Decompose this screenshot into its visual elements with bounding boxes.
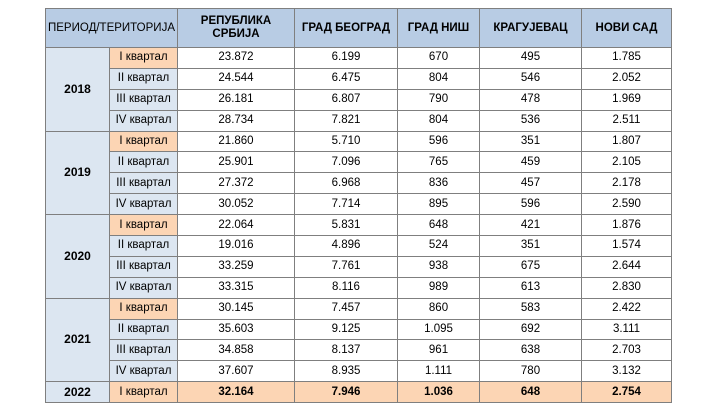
value-cell-nis: 1.095 <box>398 319 480 340</box>
quarter-cell: I квартал <box>110 382 178 403</box>
value-cell-belgrade: 7.946 <box>295 382 398 403</box>
value-cell-kragujevac: 478 <box>480 89 582 110</box>
value-cell-nis: 804 <box>398 110 480 131</box>
quarter-cell: III квартал <box>110 173 178 194</box>
value-cell-belgrade: 8.116 <box>295 277 398 298</box>
table-row <box>46 361 672 382</box>
quarter-cell: IV квартал <box>110 277 178 298</box>
value-cell-novi-sad: 2.644 <box>582 256 672 277</box>
table-row <box>46 131 672 152</box>
value-cell-serbia: 33.259 <box>178 256 295 277</box>
value-cell-kragujevac: 648 <box>480 382 582 403</box>
value-cell-nis: 790 <box>398 89 480 110</box>
value-cell-kragujevac: 675 <box>480 256 582 277</box>
value-cell-nis: 860 <box>398 298 480 319</box>
header-nis: ГРАД НИШ <box>398 9 480 48</box>
value-cell-belgrade: 9.125 <box>295 319 398 340</box>
value-cell-kragujevac: 457 <box>480 173 582 194</box>
value-cell-kragujevac: 583 <box>480 298 582 319</box>
table-row <box>46 340 672 361</box>
value-cell-novi-sad: 2.422 <box>582 298 672 319</box>
quarter-cell: IV квартал <box>110 361 178 382</box>
value-cell-belgrade: 4.896 <box>295 236 398 257</box>
value-cell-serbia: 19.016 <box>178 236 295 257</box>
value-cell-nis: 1.036 <box>398 382 480 403</box>
table-row <box>46 152 672 173</box>
value-cell-novi-sad: 2.590 <box>582 194 672 215</box>
header-period: ПЕРИОД/ТЕРИТОРИЈА <box>46 9 178 48</box>
value-cell-nis: 596 <box>398 131 480 152</box>
value-cell-belgrade: 5.831 <box>295 215 398 236</box>
table-body <box>46 48 672 403</box>
value-cell-kragujevac: 459 <box>480 152 582 173</box>
header-kragujevac: КРАГУЈЕВАЦ <box>480 9 582 48</box>
value-cell-novi-sad: 2.105 <box>582 152 672 173</box>
quarter-cell: IV квартал <box>110 110 178 131</box>
value-cell-novi-sad: 2.830 <box>582 277 672 298</box>
year-cell: 2019 <box>46 131 110 215</box>
table-row <box>46 48 672 69</box>
value-cell-serbia: 22.064 <box>178 215 295 236</box>
value-cell-novi-sad: 2.178 <box>582 173 672 194</box>
value-cell-kragujevac: 546 <box>480 68 582 89</box>
header-serbia <box>178 9 295 48</box>
value-cell-belgrade: 6.199 <box>295 48 398 69</box>
value-cell-novi-sad: 2.052 <box>582 68 672 89</box>
value-cell-nis: 648 <box>398 215 480 236</box>
quarter-cell: III квартал <box>110 89 178 110</box>
header-row <box>46 9 672 48</box>
header-novi-sad: НОВИ САД <box>582 9 672 48</box>
table-row <box>46 277 672 298</box>
value-cell-serbia: 35.603 <box>178 319 295 340</box>
value-cell-serbia: 37.607 <box>178 361 295 382</box>
value-cell-novi-sad: 3.111 <box>582 319 672 340</box>
year-cell: 2018 <box>46 48 110 132</box>
value-cell-novi-sad: 2.703 <box>582 340 672 361</box>
year-cell: 2021 <box>46 298 110 382</box>
quarter-cell: I квартал <box>110 298 178 319</box>
value-cell-serbia: 27.372 <box>178 173 295 194</box>
value-cell-belgrade: 8.137 <box>295 340 398 361</box>
value-cell-nis: 938 <box>398 256 480 277</box>
value-cell-kragujevac: 613 <box>480 277 582 298</box>
quarter-cell: III квартал <box>110 340 178 361</box>
table-row <box>46 194 672 215</box>
value-cell-nis: 961 <box>398 340 480 361</box>
value-cell-novi-sad: 2.511 <box>582 110 672 131</box>
table-row <box>46 173 672 194</box>
value-cell-belgrade: 7.096 <box>295 152 398 173</box>
value-cell-serbia: 21.860 <box>178 131 295 152</box>
table-row <box>46 68 672 89</box>
value-cell-serbia: 32.164 <box>178 382 295 403</box>
value-cell-serbia: 28.734 <box>178 110 295 131</box>
table-row <box>46 215 672 236</box>
value-cell-belgrade: 6.475 <box>295 68 398 89</box>
value-cell-nis: 836 <box>398 173 480 194</box>
value-cell-serbia: 34.858 <box>178 340 295 361</box>
quarter-cell: IV квартал <box>110 194 178 215</box>
value-cell-kragujevac: 536 <box>480 110 582 131</box>
value-cell-kragujevac: 421 <box>480 215 582 236</box>
value-cell-serbia: 25.901 <box>178 152 295 173</box>
value-cell-novi-sad: 1.785 <box>582 48 672 69</box>
value-cell-belgrade: 8.935 <box>295 361 398 382</box>
header-serbia-label: РЕПУБЛИКА СРБИЈА <box>200 15 272 40</box>
quarter-cell: II квартал <box>110 152 178 173</box>
value-cell-kragujevac: 780 <box>480 361 582 382</box>
value-cell-belgrade: 7.457 <box>295 298 398 319</box>
table-row <box>46 89 672 110</box>
value-cell-nis: 524 <box>398 236 480 257</box>
quarter-cell: I квартал <box>110 131 178 152</box>
quarter-cell: II квартал <box>110 68 178 89</box>
value-cell-novi-sad: 1.574 <box>582 236 672 257</box>
value-cell-kragujevac: 692 <box>480 319 582 340</box>
value-cell-belgrade: 6.968 <box>295 173 398 194</box>
value-cell-novi-sad: 2.754 <box>582 382 672 403</box>
value-cell-nis: 670 <box>398 48 480 69</box>
quarter-cell: II квартал <box>110 236 178 257</box>
value-cell-belgrade: 7.714 <box>295 194 398 215</box>
value-cell-novi-sad: 3.132 <box>582 361 672 382</box>
value-cell-serbia: 23.872 <box>178 48 295 69</box>
table-row <box>46 236 672 257</box>
statistics-table <box>45 8 672 403</box>
value-cell-nis: 804 <box>398 68 480 89</box>
value-cell-serbia: 24.544 <box>178 68 295 89</box>
value-cell-kragujevac: 638 <box>480 340 582 361</box>
value-cell-kragujevac: 495 <box>480 48 582 69</box>
value-cell-belgrade: 5.710 <box>295 131 398 152</box>
value-cell-serbia: 33.315 <box>178 277 295 298</box>
value-cell-nis: 765 <box>398 152 480 173</box>
quarter-cell: I квартал <box>110 215 178 236</box>
quarter-cell: I квартал <box>110 48 178 69</box>
value-cell-novi-sad: 1.876 <box>582 215 672 236</box>
table-container <box>45 8 672 403</box>
value-cell-nis: 895 <box>398 194 480 215</box>
table-row <box>46 110 672 131</box>
value-cell-kragujevac: 596 <box>480 194 582 215</box>
value-cell-kragujevac: 351 <box>480 236 582 257</box>
value-cell-nis: 989 <box>398 277 480 298</box>
year-cell: 2022 <box>46 382 110 403</box>
value-cell-serbia: 26.181 <box>178 89 295 110</box>
value-cell-nis: 1.111 <box>398 361 480 382</box>
value-cell-novi-sad: 1.969 <box>582 89 672 110</box>
table-row <box>46 298 672 319</box>
quarter-cell: II квартал <box>110 319 178 340</box>
value-cell-serbia: 30.145 <box>178 298 295 319</box>
value-cell-belgrade: 7.821 <box>295 110 398 131</box>
table-row <box>46 256 672 277</box>
value-cell-serbia: 30.052 <box>178 194 295 215</box>
value-cell-belgrade: 6.807 <box>295 89 398 110</box>
value-cell-belgrade: 7.761 <box>295 256 398 277</box>
value-cell-novi-sad: 1.807 <box>582 131 672 152</box>
table-row <box>46 382 672 403</box>
header-belgrade: ГРАД БЕОГРАД <box>295 9 398 48</box>
table-row <box>46 319 672 340</box>
year-cell: 2020 <box>46 215 110 299</box>
value-cell-kragujevac: 351 <box>480 131 582 152</box>
quarter-cell: III квартал <box>110 256 178 277</box>
